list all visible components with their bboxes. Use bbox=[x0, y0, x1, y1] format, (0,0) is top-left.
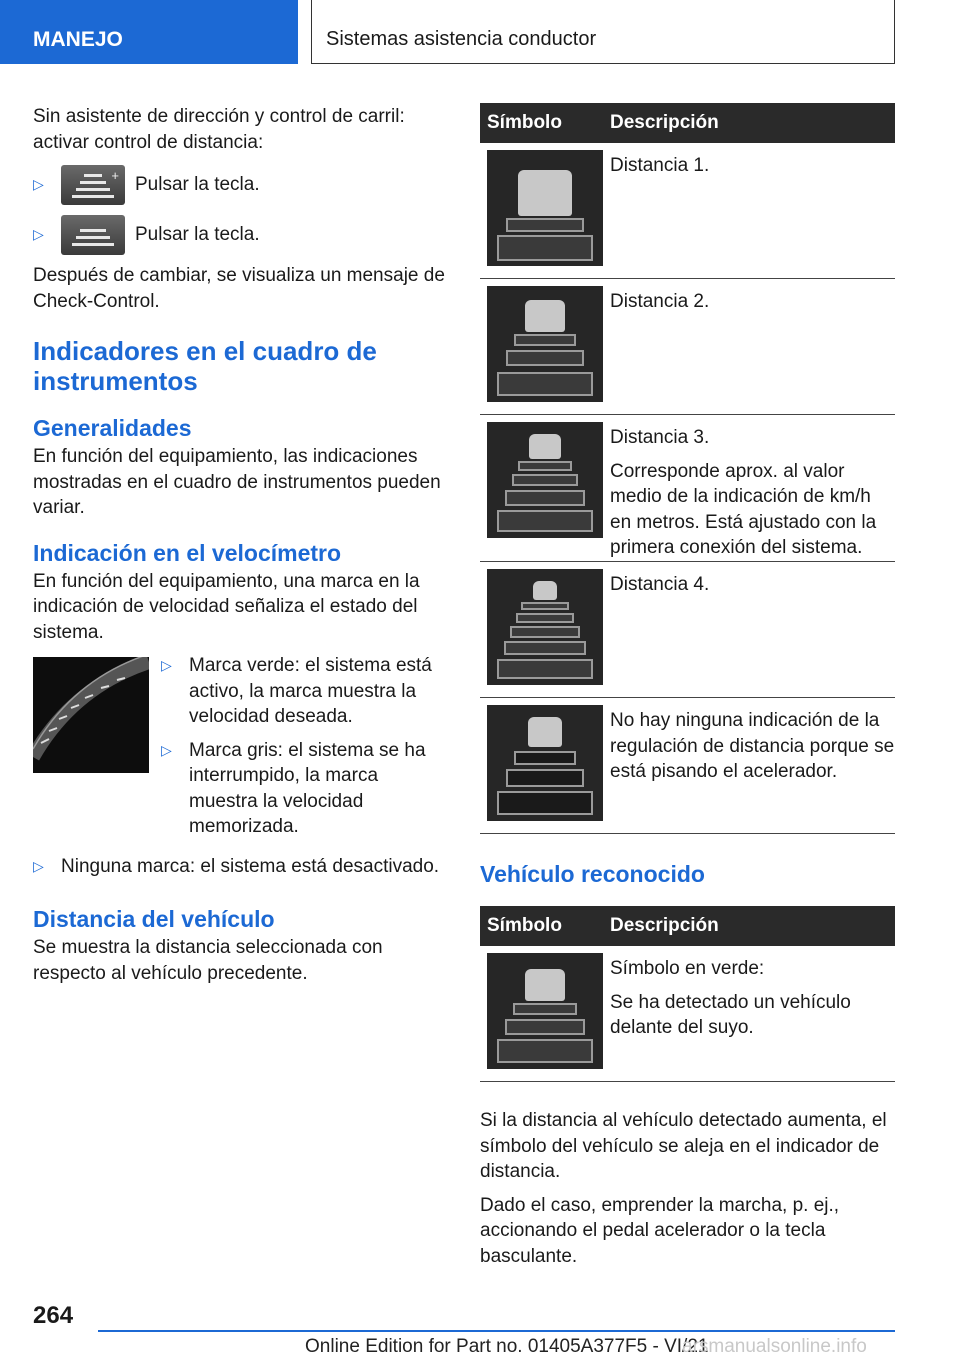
col-symbol-header: Símbolo bbox=[487, 112, 562, 133]
recognized-table bbox=[480, 906, 895, 1082]
distance-key-icon bbox=[61, 215, 125, 255]
vehicle-recognized-symbol bbox=[487, 953, 603, 1069]
no-regulation-symbol bbox=[487, 705, 603, 821]
distance-1-symbol bbox=[487, 150, 603, 266]
row-description-detail: Se ha detectado un vehículo delante del suyo. bbox=[610, 991, 851, 1038]
bullet-gray-mark: ▷ Marca gris: el sistema se ha interrumpido, la marca muestra la velocidad memorizada. bbox=[161, 739, 426, 837]
row-description: Distancia 1. bbox=[610, 155, 710, 176]
row-description-detail: Corresponde aprox. al valor medio de la indicación de km/h en metros. Está ajustado con la primera conexión del sistema. bbox=[610, 460, 877, 558]
general-text: En función del equipamiento, las indicaciones mostradas en el cuadro de instrumentos pueden variar. bbox=[33, 446, 441, 518]
bullet-green-mark: ▷ Marca verde: el sistema está activo, la marca muestra la velocidad deseada. bbox=[161, 655, 432, 727]
distance-3-symbol bbox=[487, 422, 603, 538]
start-driving-text: Dado el caso, emprender la marcha, p. ej., accionando el pedal acelerador o la tecla basculante. bbox=[480, 1194, 840, 1267]
col-description-header: Descripción bbox=[610, 915, 719, 936]
footer-divider bbox=[98, 1330, 895, 1332]
distance-text: Se muestra la distancia seleccionada con respecto al vehículo precedente. bbox=[33, 937, 383, 984]
triangle-bullet-icon: ▷ bbox=[161, 741, 172, 758]
row-description: Distancia 3. bbox=[610, 427, 710, 448]
chapter-tab bbox=[311, 0, 895, 64]
row-description: Distancia 2. bbox=[610, 291, 710, 312]
table-row bbox=[480, 143, 895, 279]
left-column bbox=[33, 104, 445, 994]
heading-speedometer: Indicación en el velocímetro bbox=[33, 539, 342, 566]
table-row bbox=[480, 562, 895, 698]
key-step-1 bbox=[33, 163, 445, 207]
distance-4-symbol bbox=[487, 569, 603, 685]
footer-edition: Online Edition for Part no. 01405A377F5 - VI/21 bbox=[305, 1336, 709, 1357]
heading-general: Generalidades bbox=[33, 415, 192, 441]
row-description: Distancia 4. bbox=[610, 574, 710, 595]
table-row bbox=[480, 698, 895, 834]
chapter-label: Sistemas asistencia conductor bbox=[326, 28, 597, 50]
speedometer-section bbox=[33, 653, 445, 848]
triangle-bullet-icon: ▷ bbox=[161, 657, 172, 673]
right-column bbox=[480, 103, 895, 1277]
triangle-bullet-icon: ▷ bbox=[33, 176, 44, 193]
triangle-bullet-icon: ▷ bbox=[33, 857, 44, 874]
intro-text: Sin asistente de dirección y control de carril: activar control de distancia: bbox=[33, 106, 405, 153]
key-step-text: Pulsar la tecla. bbox=[135, 174, 260, 195]
distance-plus-key-icon: + bbox=[61, 165, 125, 205]
speedometer-bullets bbox=[161, 653, 445, 848]
page-number: 264 bbox=[33, 1302, 74, 1329]
footer-watermark[interactable]: arsmanualsonline.info bbox=[682, 1336, 867, 1357]
key-step-text: Pulsar la tecla. bbox=[135, 224, 260, 245]
bullet-no-mark: ▷ Ninguna marca: el sistema está desactivado. bbox=[33, 854, 445, 880]
heading-vehicle-recognized: Vehículo reconocido bbox=[480, 861, 705, 887]
table-header bbox=[480, 906, 895, 946]
col-description-header: Descripción bbox=[610, 112, 719, 133]
row-description: Símbolo en verde: bbox=[610, 958, 765, 979]
table-header bbox=[480, 103, 895, 143]
row-description: No hay ninguna indicación de la regulación de distancia porque se está pisando el acelerador. bbox=[610, 710, 895, 782]
section-tab bbox=[0, 0, 298, 64]
distance-2-symbol bbox=[487, 286, 603, 402]
heading-distance: Distancia del vehículo bbox=[33, 906, 275, 932]
key-step-2 bbox=[33, 213, 445, 257]
speedometer-image bbox=[33, 657, 149, 773]
after-change-text: Después de cambiar, se visualiza un mensaje de Check-Control. bbox=[33, 265, 445, 312]
speedometer-text: En función del equipamiento, una marca en la indicación de velocidad señaliza el estado del sistema. bbox=[33, 570, 420, 643]
triangle-bullet-icon: ▷ bbox=[33, 226, 44, 243]
section-label: MANEJO bbox=[33, 28, 123, 51]
heading-indicators: Indicadores en el cuadro de instrumentos bbox=[33, 336, 377, 396]
table-row bbox=[480, 415, 895, 562]
distance-increase-text: Si la distancia al vehículo detectado aumenta, el símbolo del vehículo se aleja en el indicador de distancia. bbox=[480, 1110, 887, 1182]
table-row bbox=[480, 946, 895, 1082]
distance-table bbox=[480, 103, 895, 834]
table-row bbox=[480, 279, 895, 415]
col-symbol-header: Símbolo bbox=[487, 915, 562, 936]
